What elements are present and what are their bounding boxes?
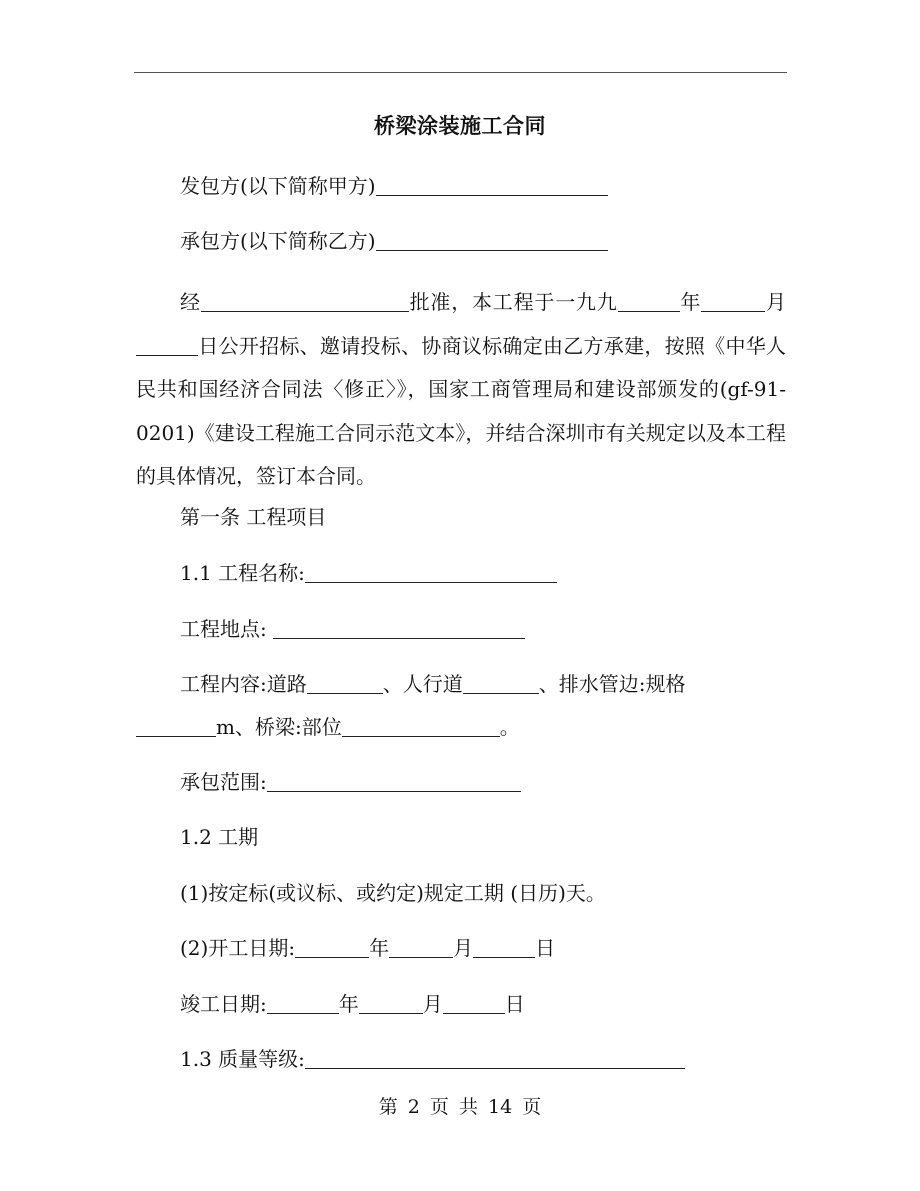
year-blank[interactable] [618,291,680,312]
party-b-blank[interactable] [376,230,608,251]
quality-label: 1.3 质量等级: [180,1047,305,1071]
drainage-label: 、排水管边:规格 [538,672,686,696]
project-name-blank[interactable] [305,562,557,583]
intro-text-3: 年 [679,290,702,314]
start-date-line [180,932,555,964]
start-month-blank[interactable] [389,937,453,958]
month-blank-1[interactable] [701,291,765,312]
scope-label: 承包范围: [180,770,267,794]
start-month-label: 月 [453,936,474,960]
approver-blank[interactable] [201,291,409,312]
party-a-blank[interactable] [376,175,608,196]
sidewalk-label: 、人行道 [382,672,463,696]
quality-blank[interactable] [305,1048,685,1069]
intro-text-5: 日公开招标、邀请投标、协商议标确定由乙方承建，按照《中华人民共和国经济合同法〈修正〉》，国家工商管理局和建设部颁发的(gf-91-0201)《建设工程施工合同示范文本》，并结合深圳市有关规定以及本工程的具体情况，签订本合同。 [136,333,786,488]
article-1-heading: 第一条 工程项目 [180,505,327,529]
bridge-label: m、桥梁:部位 [216,715,342,739]
finish-date-label: 竣工日期: [180,992,267,1016]
intro-text-4: 月 [765,290,787,314]
drainage-spec-blank[interactable] [136,716,216,737]
section-1-2-heading: 1.2 工期 [180,825,259,849]
finish-year-blank[interactable] [267,993,339,1014]
finish-year-label: 年 [338,992,359,1016]
sidewalk-blank[interactable] [463,673,539,694]
finish-date-line [180,988,525,1020]
bridge-part-blank[interactable] [342,716,500,737]
scope-blank[interactable] [267,771,521,792]
party-b-line [180,225,608,257]
project-name-label: 1.1 工程名称: [180,561,305,585]
quality-line [180,1043,685,1075]
intro-text-1: 经 [180,290,201,314]
start-year-label: 年 [369,936,390,960]
day-blank[interactable] [136,335,198,356]
party-a-line [180,170,608,202]
start-date-label: (2)开工日期: [180,936,296,960]
project-location-line [180,613,525,645]
project-content-line-1 [180,668,686,700]
start-year-blank[interactable] [295,937,369,958]
scope-line [180,766,521,798]
document-title: 桥梁涂装施工合同 [374,113,546,138]
party-a-label: 发包方(以下简称甲方) [180,174,376,198]
intro-paragraph [136,281,786,499]
finish-day-label: 日 [504,992,525,1016]
content-end: 。 [499,715,520,739]
project-name-line [180,557,557,589]
finish-month-blank[interactable] [359,993,423,1014]
start-day-label: 日 [535,936,556,960]
page-number: 第 2 页 共 14 页 [378,1096,542,1118]
header-rule [134,72,787,73]
finish-month-label: 月 [422,992,443,1016]
project-location-blank[interactable] [273,618,525,639]
period-line: (1)按定标(或议标、或约定)规定工期 (日历)天。 [180,881,606,905]
intro-text-2: 批准，本工程于一九九 [408,290,618,314]
finish-day-blank[interactable] [443,993,505,1014]
start-day-blank[interactable] [473,937,535,958]
road-blank[interactable] [307,673,383,694]
party-b-label: 承包方(以下简称乙方) [180,229,376,253]
project-location-label: 工程地点: [180,617,274,641]
project-content-label: 工程内容:道路 [180,672,307,696]
project-content-line-2 [136,711,520,743]
